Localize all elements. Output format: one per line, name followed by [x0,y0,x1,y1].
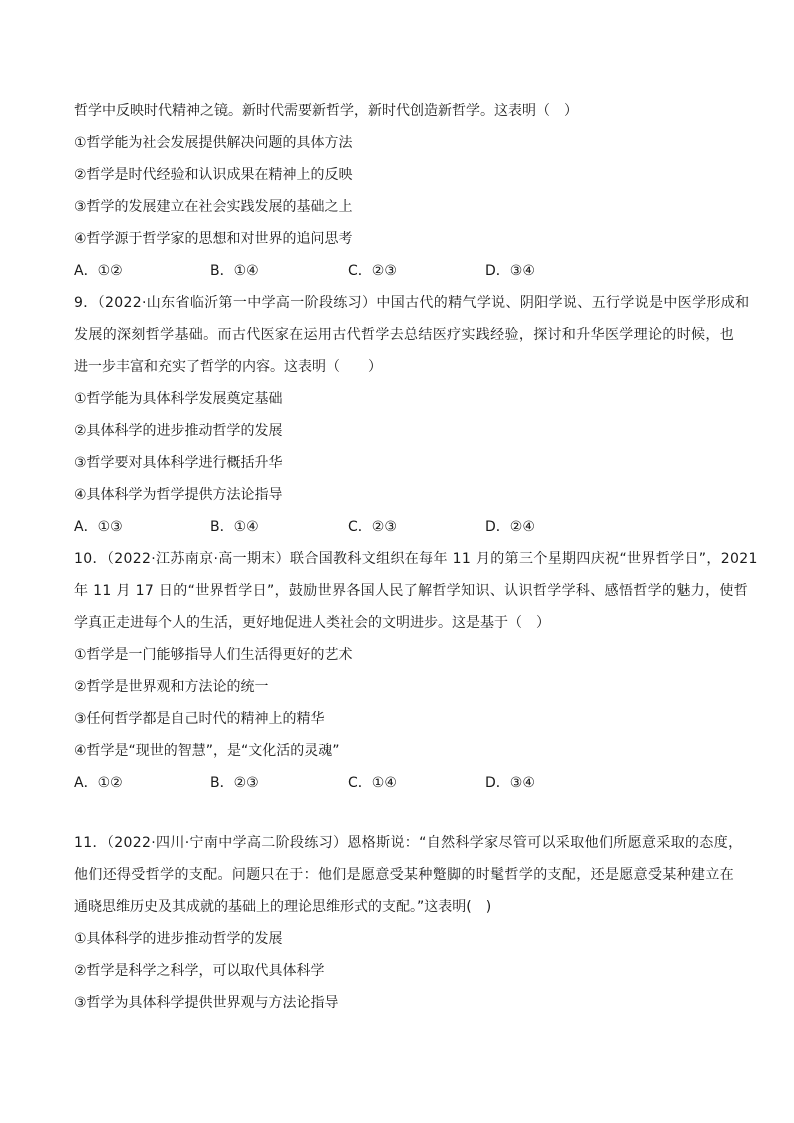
q9-options [74,518,594,536]
q9-option-b: B．①④ [210,519,259,535]
q9-option-a: A．①③ [74,519,123,535]
q10-option-b: B．②③ [210,775,259,791]
q8-option-a: A．①② [74,263,123,279]
q9-option-d: D．②④ [485,519,535,535]
q8-options [74,262,594,280]
q9-stem-line-2: 发展的深刻哲学基础。而古代医家在运用古代哲学去总结医疗实践经验，探讨和升华医学理论的时候，也 [74,327,735,343]
q10-stem-line-1: 10．（2022·江苏南京·高一期末）联合国教科文组织在每年 11 月的第三个星期四庆祝“世界哲学日”，2021 [74,551,758,567]
q9-item-1: ①哲学能为具体科学发展奠定基础 [74,391,283,407]
q11-stem-line-3: 通晓思维历史及其成就的基础上的理论思维形式的支配。”这表明( ) [74,899,492,915]
q10-item-4: ④哲学是“现世的智慧”，是“文化活的灵魂” [74,743,340,759]
q9-stem-line-3: 进一步丰富和充实了哲学的内容。这表明（ ） [74,359,382,375]
q8-item-1: ①哲学能为社会发展提供解决问题的具体方法 [74,135,353,151]
q11-item-2: ②哲学是科学之科学，可以取代具体科学 [74,963,325,979]
q10-option-c: C．①④ [348,775,397,791]
q9-item-3: ③哲学要对具体科学进行概括升华 [74,455,283,471]
q9-stem-line-1: 9．（2022·山东省临沂第一中学高一阶段练习）中国古代的精气学说、阴阳学说、五行学说是中医学形成和 [74,295,750,311]
q9-item-2: ②具体科学的进步推动哲学的发展 [74,423,283,439]
q8-stem-tail: 哲学中反映时代精神之镜。新时代需要新哲学，新时代创造新哲学。这表明（ ） [74,103,578,119]
q10-option-a: A．①② [74,775,123,791]
q10-item-2: ②哲学是世界观和方法论的统一 [74,679,269,695]
q8-option-d: D．③④ [485,263,535,279]
q8-item-4: ④哲学源于哲学家的思想和对世界的追问思考 [74,231,353,247]
q11-stem-line-2: 他们还得受哲学的支配。问题只在于：他们是愿意受某种蹩脚的时髦哲学的支配，还是愿意受某种建立在 [74,867,735,883]
q9-option-c: C．②③ [348,519,397,535]
q11-item-3: ③哲学为具体科学提供世界观与方法论指导 [74,995,339,1011]
q10-stem-line-2: 年 11 月 17 日的“世界哲学日”，鼓励世界各国人民了解哲学知识、认识哲学学科、感悟哲学的魅力，使哲 [74,583,749,599]
q10-stem-line-3: 学真正走进每个人的生活，更好地促进人类社会的文明进步。这是基于（ ） [74,615,550,631]
q10-item-1: ①哲学是一门能够指导人们生活得更好的艺术 [74,647,353,663]
q10-options [74,774,594,792]
q8-option-c: C．②③ [348,263,397,279]
q9-item-4: ④具体科学为哲学提供方法论指导 [74,487,283,503]
q11-stem-line-1: 11．（2022·四川·宁南中学高二阶段练习）恩格斯说：“自然科学家尽管可以采取他们所愿意采取的态度， [74,835,743,851]
q8-item-2: ②哲学是时代经验和认识成果在精神上的反映 [74,167,353,183]
q11-item-1: ①具体科学的进步推动哲学的发展 [74,931,283,947]
q10-item-3: ③任何哲学都是自己时代的精神上的精华 [74,711,325,727]
q10-option-d: D．③④ [485,775,535,791]
q8-option-b: B．①④ [210,263,259,279]
q8-item-3: ③哲学的发展建立在社会实践发展的基础之上 [74,199,353,215]
